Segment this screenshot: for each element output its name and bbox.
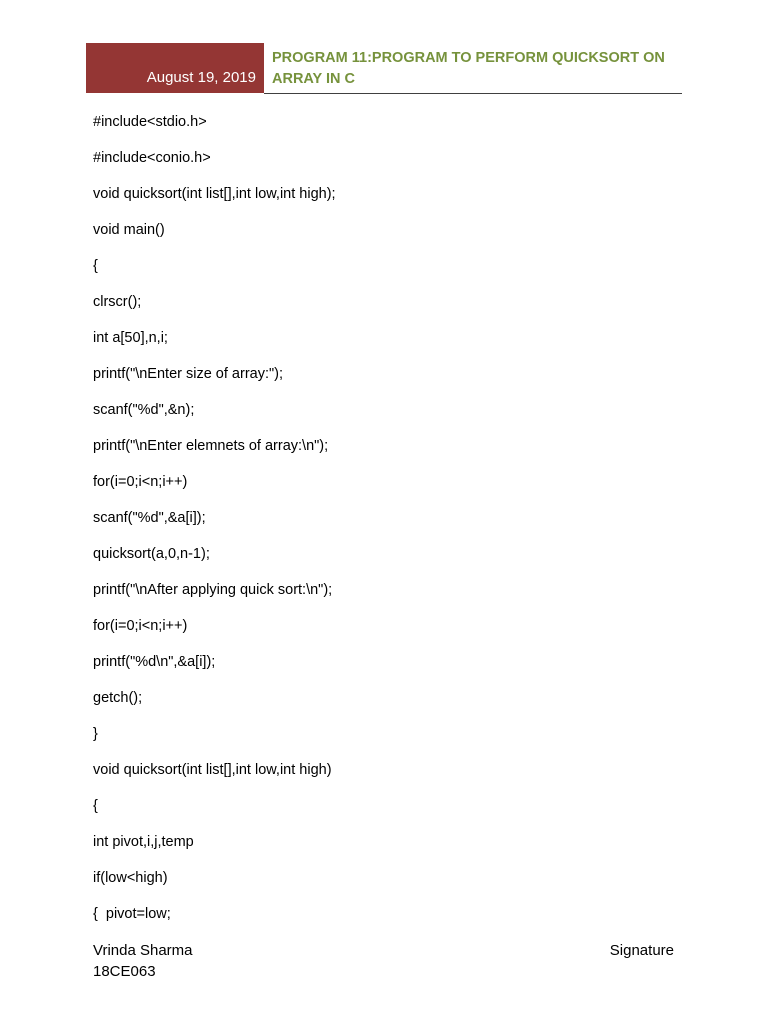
page-title: PROGRAM 11:PROGRAM TO PERFORM QUICKSORT ON ARRAY IN C [272,50,665,87]
author-block [93,940,193,982]
header-date: August 19, 2019 [146,69,256,86]
code-line: void main() [93,222,165,238]
roll-number: 18CE063 [93,963,156,980]
code-line: printf("\nEnter size of array:"); [93,366,283,382]
code-line: { [93,798,98,814]
header-divider [264,93,682,94]
signature-label: Signature [609,942,674,959]
code-line: quicksort(a,0,n-1); [93,546,210,562]
code-line: int a[50],n,i; [93,330,168,346]
code-line: { [93,258,98,274]
code-line: getch(); [93,690,143,706]
code-line: scanf("%d",&a[i]); [93,510,206,526]
code-line: if(low<high) [93,870,168,886]
code-line: for(i=0;i<n;i++) [93,618,188,634]
code-line: { pivot=low; [93,906,171,922]
code-line: int pivot,i,j,temp [93,834,194,850]
code-listing [93,112,336,940]
code-line: void quicksort(int list[],int low,int high); [93,186,336,202]
code-line: void quicksort(int list[],int low,int high) [93,762,332,778]
code-line: printf("\nAfter applying quick sort:\n"); [93,582,333,598]
code-line: for(i=0;i<n;i++) [93,474,188,490]
author-name: Vrinda Sharma [93,942,193,959]
code-line: } [93,726,98,742]
code-line: clrscr(); [93,294,142,310]
code-line: #include<conio.h> [93,150,211,166]
code-line: printf("%d\n",&a[i]); [93,654,216,670]
code-line: #include<stdio.h> [93,114,207,130]
date-box [86,43,264,93]
code-line: scanf("%d",&n); [93,402,195,418]
code-line: printf("\nEnter elemnets of array:\n"); [93,438,329,454]
